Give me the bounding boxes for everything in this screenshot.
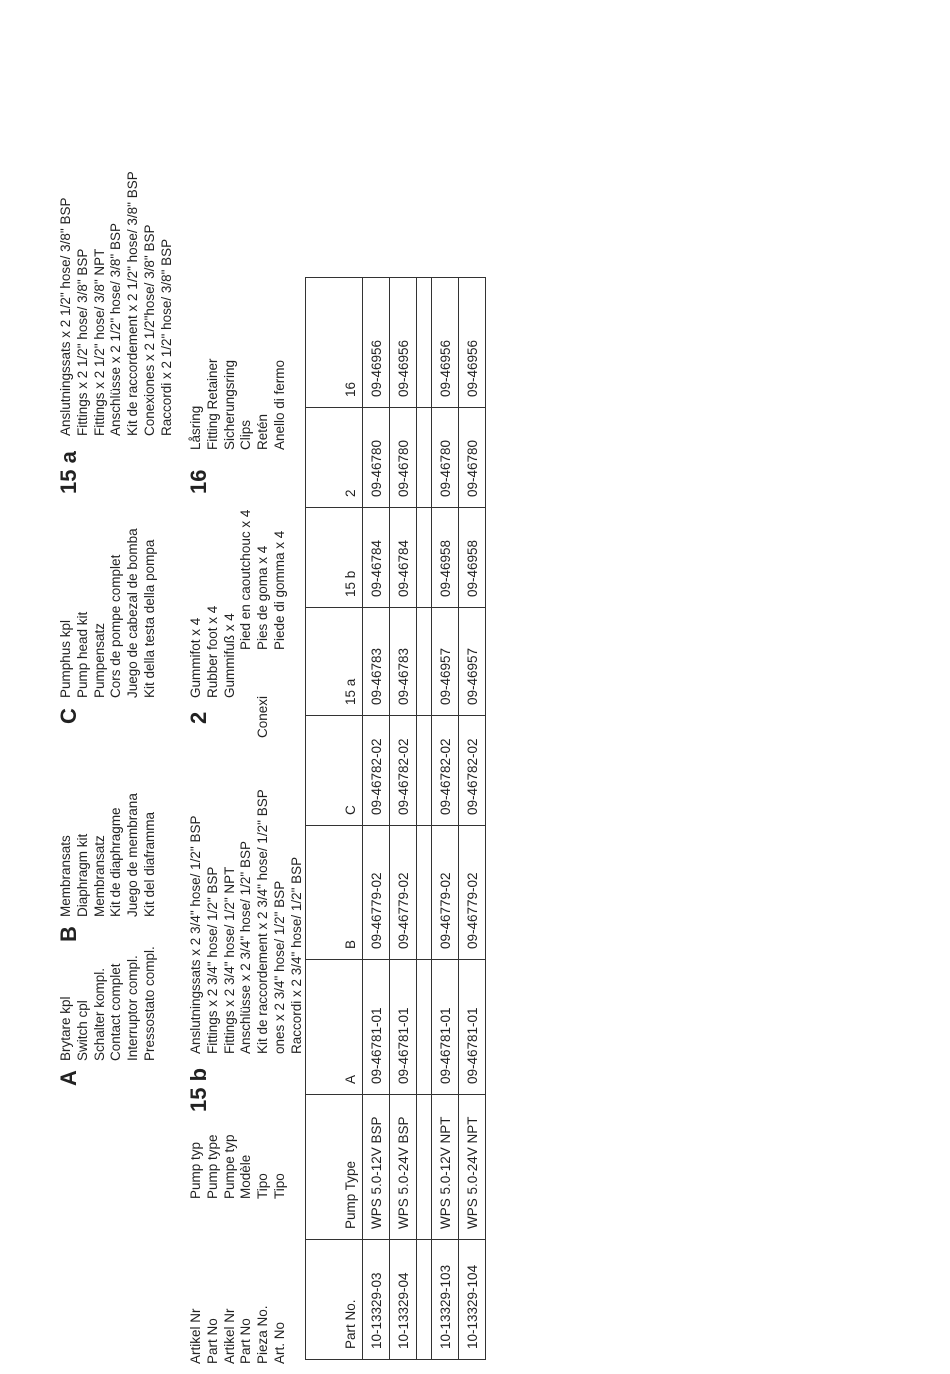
- part-15b-line: Anschlüsse x 2 3/4" hose/ 1/2" BSP: [238, 841, 254, 1054]
- table-spacer: [417, 408, 432, 508]
- table-cell: 09-46782-02: [390, 716, 417, 826]
- part-b-line: Diaphragm kit: [74, 833, 90, 917]
- part-c-description: [58, 528, 159, 698]
- part-2-line: Pies de goma x 4: [255, 545, 271, 650]
- table-cell: WPS 5.0-24V NPT: [459, 1095, 486, 1240]
- table-cell: 09-46781-01: [459, 960, 486, 1095]
- part-16-line: Fitting Retainer: [204, 358, 220, 450]
- pump-type-label: Pump type: [204, 1134, 220, 1199]
- part-a-line: Pressostato compl.: [141, 946, 157, 1061]
- part-b-line: Juego de membrana: [125, 793, 141, 917]
- part-15b-line: Kit de raccordement x 2 3/4" hose/ 1/2" BSP: [255, 789, 271, 1054]
- parts-table: [305, 277, 486, 1360]
- part-letter-c: C: [56, 708, 81, 724]
- table-spacer: [417, 1240, 432, 1360]
- part-16-line: Låsring: [188, 405, 203, 450]
- part-c-line: Cors de pompe complet: [108, 554, 124, 698]
- table-cell: 09-46957: [432, 608, 459, 716]
- table-header: Part No.: [306, 1240, 363, 1360]
- part-15b-line: Anslutningssats x 2 3/4" hose/ 1/2" BSP: [188, 815, 203, 1054]
- table-header-row: [306, 278, 363, 1360]
- part-a-line: Switch cpl: [74, 1000, 90, 1061]
- part-16-line: Retén: [255, 413, 271, 450]
- table-spacer-row: [417, 278, 432, 1360]
- part-no-label: Pieza No.: [255, 1305, 271, 1364]
- part-16-line: Anello di fermo: [271, 359, 287, 450]
- part-letter-2: 2: [186, 711, 211, 724]
- pump-type-label: Pumpe typ: [221, 1134, 237, 1199]
- table-row: [390, 278, 417, 1360]
- table-cell: 09-46957: [459, 608, 486, 716]
- part-15b-line: Raccordi x 2 3/4" hose/ 1/2" BSP: [288, 856, 304, 1054]
- table-cell: 10-13329-04: [390, 1240, 417, 1360]
- table-header: 15 a: [306, 608, 363, 716]
- part-b-line: Membransats: [58, 835, 73, 917]
- table-cell: 09-46780: [390, 408, 417, 508]
- table-header: 15 b: [306, 508, 363, 608]
- part-letter-15b: 15 b: [186, 1067, 211, 1112]
- part-15b-line: Fittings x 2 3/4" hose/ 1/2" NPT: [221, 866, 237, 1054]
- table-cell: 09-46956: [459, 278, 486, 408]
- part-2-line: Gummifot x 4: [188, 617, 203, 698]
- part-letter-16: 16: [186, 469, 211, 494]
- part-15a-description: [58, 171, 176, 436]
- table-cell: 09-46956: [432, 278, 459, 408]
- part-15a-line: Fittings x 2 1/2" hose/ 3/8" NPT: [91, 248, 107, 436]
- part-a-description: [58, 946, 159, 1061]
- part-b-line: Membransatz: [91, 835, 107, 917]
- table-cell: 09-46958: [432, 508, 459, 608]
- pump-type-label: Tipo: [271, 1173, 287, 1199]
- part-no-label: Part No: [238, 1318, 254, 1364]
- part-15b-description: [188, 789, 306, 1054]
- table-header: 16: [306, 278, 363, 408]
- part-15a-line: Anschlüsse x 2 1/2" hose/ 3/8" BSP: [108, 223, 124, 436]
- table-spacer: [417, 278, 432, 408]
- table-cell: 09-46958: [459, 508, 486, 608]
- table-cell: 09-46782-02: [432, 716, 459, 826]
- table-cell: 09-46779-02: [459, 826, 486, 960]
- table-cell: 09-46782-02: [459, 716, 486, 826]
- table-spacer: [417, 826, 432, 960]
- part-c-line: Pumphus kpl: [58, 619, 73, 698]
- part-16-line: Clips: [238, 419, 254, 450]
- part-no-label: Part No: [204, 1318, 220, 1364]
- table-cell: WPS 5.0-12V BSP: [363, 1095, 390, 1240]
- table-cell: 09-46781-01: [390, 960, 417, 1095]
- part-letter-a: A: [56, 1070, 81, 1086]
- part-15b-line: Fittings x 2 3/4" hose/ 1/2" BSP: [204, 866, 220, 1054]
- table-cell: 09-46779-02: [390, 826, 417, 960]
- part-15a-line: Fittings x 2 1/2" hose/ 3/8" BSP: [74, 248, 90, 436]
- table-cell: WPS 5.0-24V BSP: [390, 1095, 417, 1240]
- part-c-line: Kit della testa della pompa: [141, 539, 157, 698]
- part-a-line: Contact complet: [108, 963, 124, 1061]
- table-spacer: [417, 608, 432, 716]
- table-cell: 09-46780: [459, 408, 486, 508]
- part-2-line: Pied en caoutchouc x 4: [238, 509, 254, 650]
- part-no-label: Artikel Nr: [221, 1308, 237, 1364]
- table-cell: 09-46781-01: [432, 960, 459, 1095]
- part-c-line: Pump head kit: [74, 611, 90, 698]
- table-cell: 09-46784: [363, 508, 390, 608]
- part-letter-b: B: [56, 926, 81, 942]
- part-2-line: Gummifuß x 4: [221, 613, 237, 698]
- table-row: [363, 278, 390, 1360]
- table-header: Pump Type: [306, 1095, 363, 1240]
- table-cell: 09-46956: [390, 278, 417, 408]
- table-cell: 09-46783: [363, 608, 390, 716]
- table-header: C: [306, 716, 363, 826]
- part-16-line: Sicherungsring: [221, 359, 237, 450]
- part-b-line: Kit de diaphragme: [108, 807, 124, 917]
- table-cell: 09-46780: [363, 408, 390, 508]
- table-cell: 09-46779-02: [432, 826, 459, 960]
- part-b-description: [58, 793, 159, 917]
- part-no-labels: [188, 1305, 289, 1364]
- table-row: [432, 278, 459, 1360]
- table-cell: 09-46779-02: [363, 826, 390, 960]
- table-header: B: [306, 826, 363, 960]
- part-15a-line: Kit de raccordement x 2 1/2" hose/ 3/8" BSP: [125, 171, 141, 436]
- part-b-line: Kit del diaframma: [141, 811, 157, 917]
- part-2-description: [188, 510, 289, 698]
- part-no-label: Artikel Nr: [188, 1308, 203, 1364]
- part-a-line: Schalter kompl.: [91, 967, 107, 1061]
- pump-type-label: Tipo: [255, 1173, 271, 1199]
- part-letter-15a: 15 a: [56, 451, 81, 494]
- table-header: A: [306, 960, 363, 1095]
- table-cell: 09-46956: [363, 278, 390, 408]
- pump-type-labels: [188, 1134, 289, 1199]
- table-cell: 09-46784: [390, 508, 417, 608]
- table-cell: WPS 5.0-12V NPT: [432, 1095, 459, 1240]
- part-a-line: Brytare kpl: [58, 996, 73, 1061]
- part-15a-line: Anslutningssats x 2 1/2" hose/ 3/8" BSP: [58, 197, 73, 436]
- table-header: 2: [306, 408, 363, 508]
- table-cell: 09-46780: [432, 408, 459, 508]
- table-spacer: [417, 1095, 432, 1240]
- part-15a-line: Conexiones x 2 1/2"hose/ 3/8" BSP: [141, 224, 157, 436]
- part-a-line: Interruptor compl.: [125, 955, 141, 1061]
- pump-type-label: Pump typ: [188, 1141, 203, 1199]
- table-cell: 09-46781-01: [363, 960, 390, 1095]
- part-2-line: Rubber foot x 4: [204, 605, 220, 698]
- part-16-description: [188, 358, 289, 450]
- part-2-overlap-text: Conexi: [255, 695, 270, 738]
- table-spacer: [417, 508, 432, 608]
- part-c-line: Pumpensatz: [91, 622, 107, 698]
- table-cell: 09-46782-02: [363, 716, 390, 826]
- table-spacer: [417, 960, 432, 1095]
- part-15b-line: ones x 2 3/4" hose/ 1/2" BSP: [271, 880, 287, 1054]
- part-c-line: Juego de cabezal de bomba: [125, 528, 141, 698]
- table-cell: 10-13329-03: [363, 1240, 390, 1360]
- table-spacer: [417, 716, 432, 826]
- table-cell: 10-13329-104: [459, 1240, 486, 1360]
- pump-type-label: Modèle: [238, 1154, 254, 1199]
- part-2-line: Piede di gomma x 4: [271, 530, 287, 650]
- table-row: [459, 278, 486, 1360]
- part-no-label: Art. No: [271, 1321, 287, 1364]
- part-15a-line: Raccordi x 2 1/2" hose/ 3/8" BSP: [158, 238, 174, 436]
- table-cell: 09-46783: [390, 608, 417, 716]
- table-cell: 10-13329-103: [432, 1240, 459, 1360]
